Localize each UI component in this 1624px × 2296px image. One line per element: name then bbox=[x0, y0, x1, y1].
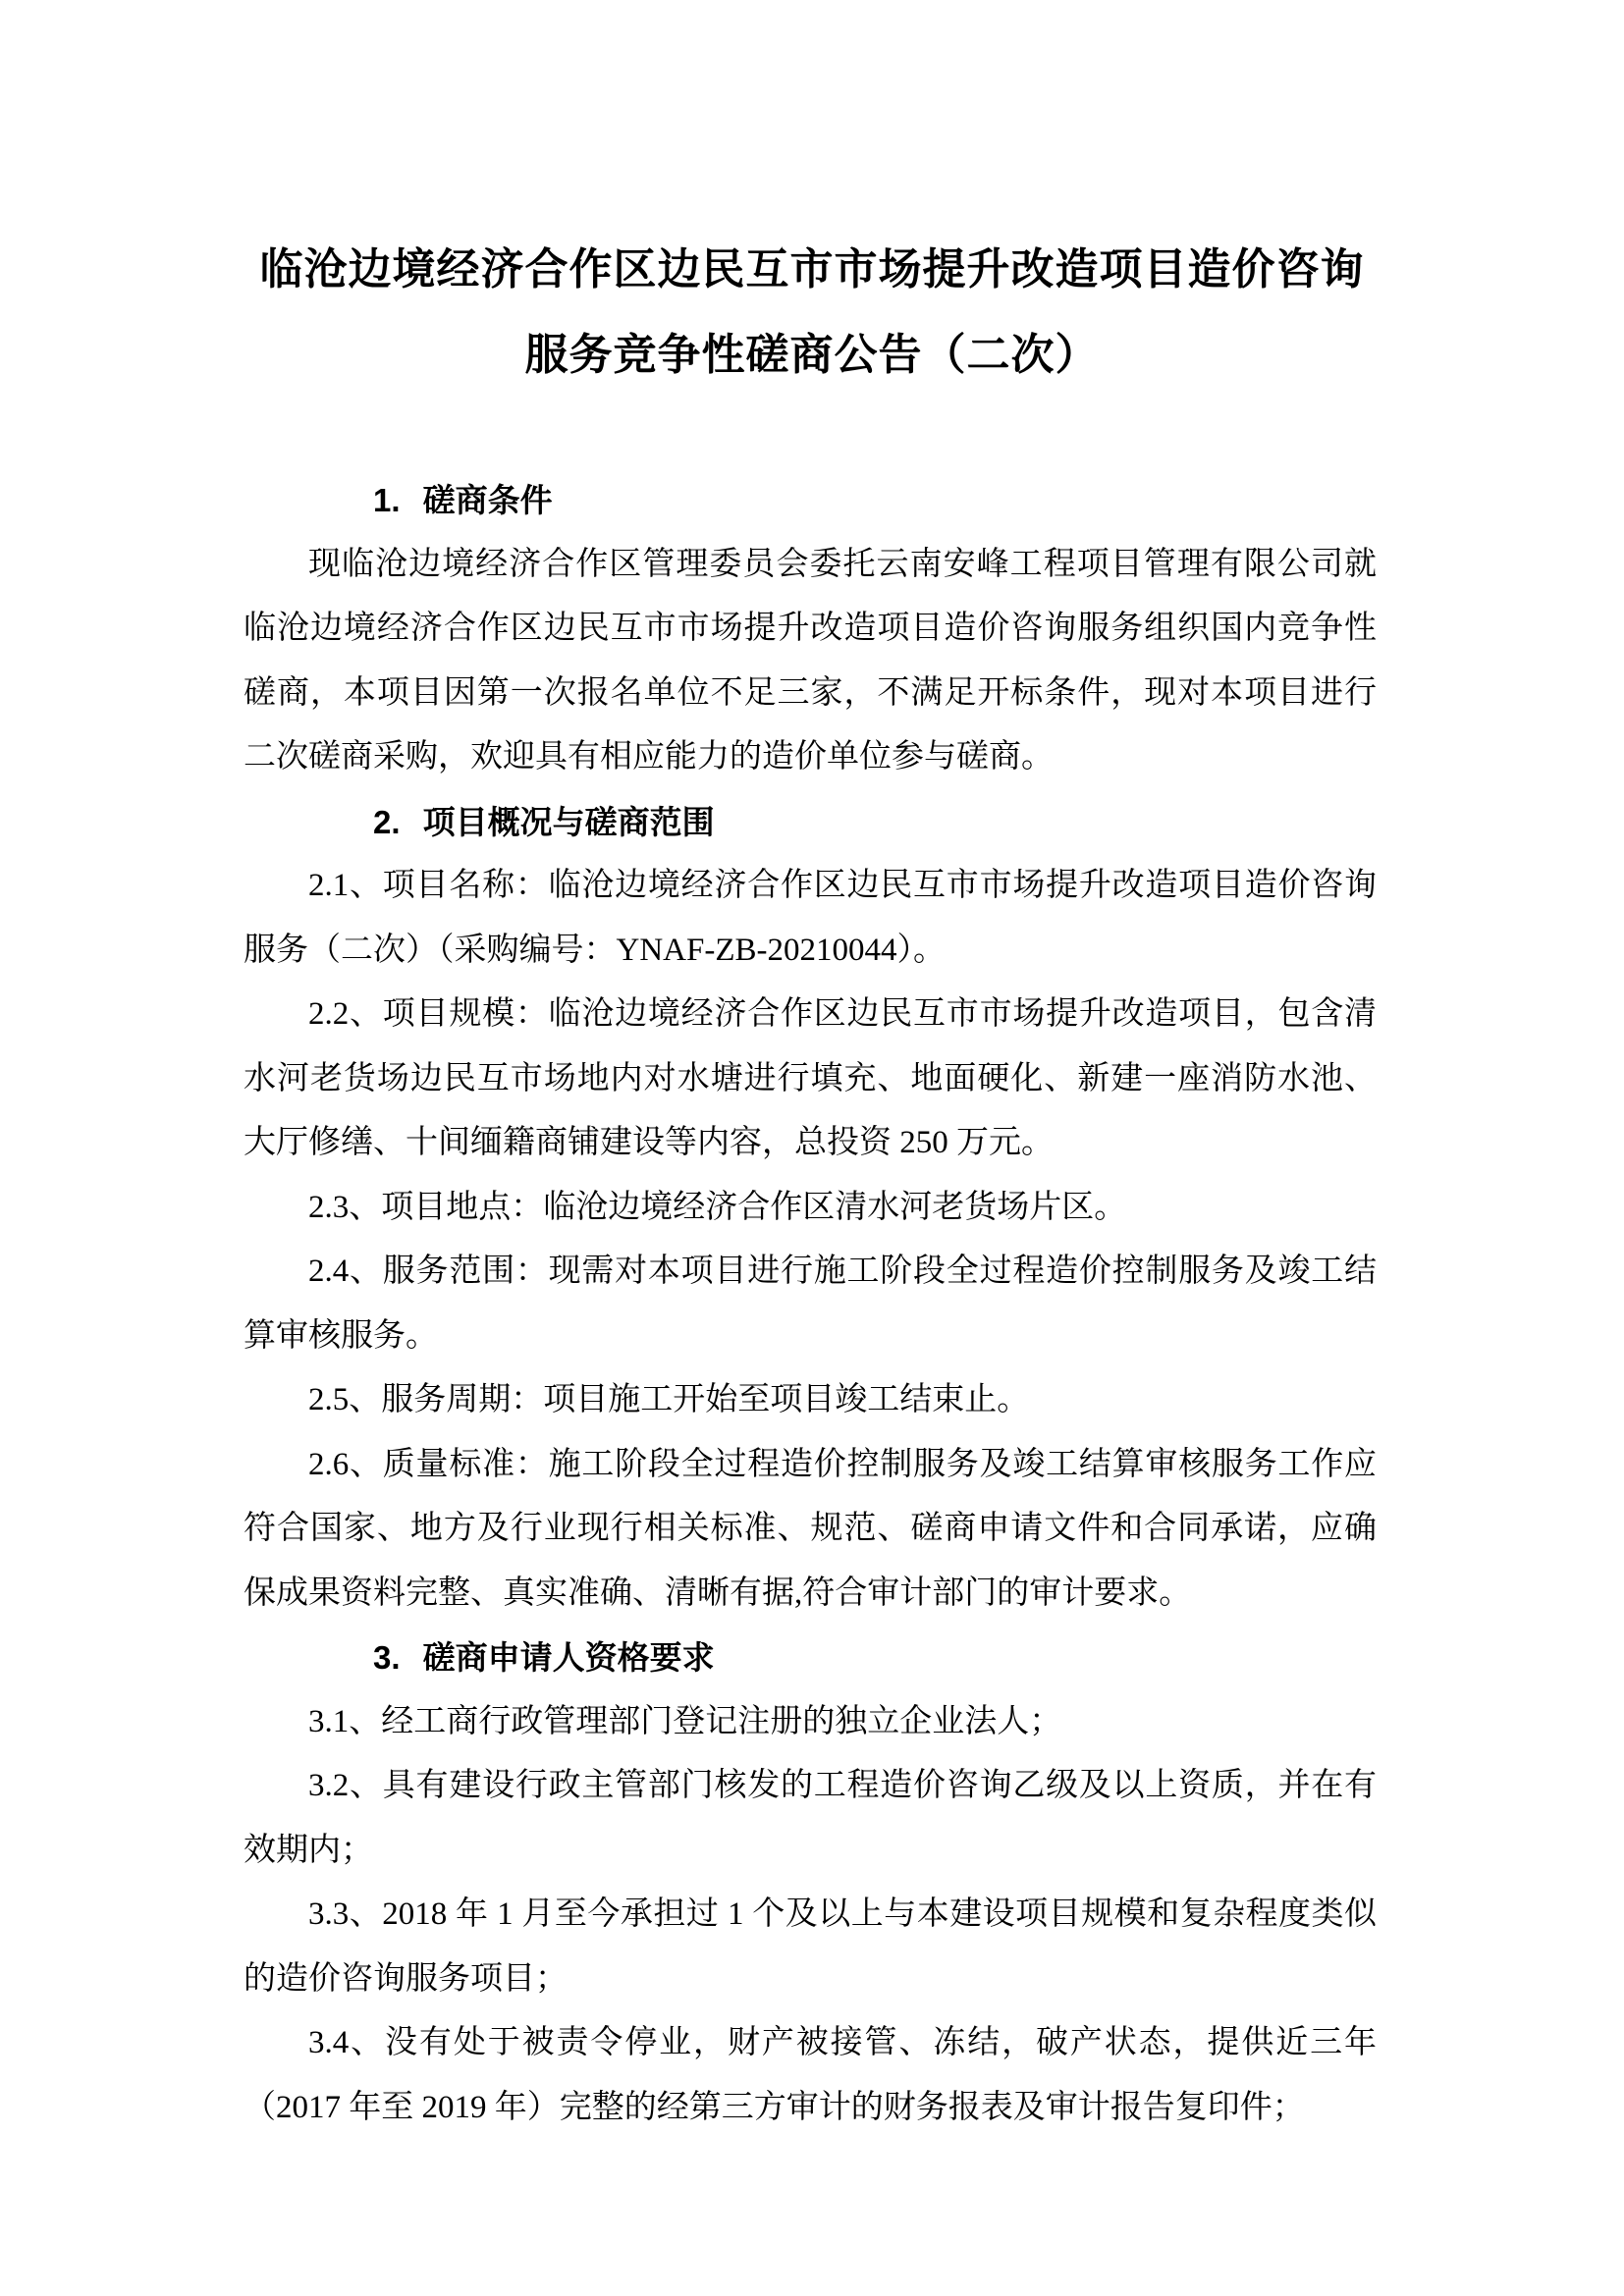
section-3-paragraph-3-3: 3.3、2018 年 1 月至今承担过 1 个及以上与本建设项目规模和复杂程度类似的造价咨询服务项目； bbox=[244, 1896, 1377, 1997]
section-3-heading-text: 磋商申请人资格要求 bbox=[422, 1639, 715, 1676]
document-title-line-1: 临沧边境经济合作区边民互市市场提升改造项目造价咨询 bbox=[259, 245, 1365, 294]
section-3-paragraph-3-4: 3.4、没有处于被责令停业，财产被接管、冻结，破产状态，提供近三年（2017 年至 2019 年）完整的经第三方审计的财务报表及审计报告复印件； bbox=[244, 2025, 1377, 2125]
section-2-paragraph-2-6: 2.6、质量标准：施工阶段全过程造价控制服务及竣工结算审核服务工作应符合国家、地方及行业现行相关标准、规范、磋商申请文件和合同承诺，应确保成果资料完整、真实准确、清晰有据,符合审计部门的审计要求。 bbox=[244, 1446, 1377, 1611]
section-3-paragraph-3-2: 3.2、具有建设行政主管部门核发的工程造价咨询乙级及以上资质，并在有效期内； bbox=[244, 1768, 1377, 1868]
section-2-paragraph-2-3: 2.3、项目地点：临沧边境经济合作区清水河老货场片区。 bbox=[308, 1189, 1127, 1225]
section-3-paragraph-3-1: 3.1、经工商行政管理部门登记注册的独立企业法人； bbox=[308, 1703, 1062, 1739]
section-3-heading bbox=[244, 1626, 1377, 1690]
section-2-heading bbox=[244, 790, 1377, 855]
document-body bbox=[244, 468, 1377, 2140]
section-2-paragraph-2-4: 2.4、服务范围：现需对本项目进行施工阶段全过程造价控制服务及竣工结算审核服务。 bbox=[244, 1254, 1377, 1354]
section-1-heading-text: 磋商条件 bbox=[422, 482, 553, 518]
section-2-paragraph-2-2: 2.2、项目规模：临沧边境经济合作区边民互市市场提升改造项目，包含清水河老货场边民互市场地内对水塘进行填充、地面硬化、新建一座消防水池、大厅修缮、十间缅籍商铺建设等内容，总投资 250 万元。 bbox=[244, 996, 1377, 1160]
document-title-line-2: 服务竞争性磋商公告（二次） bbox=[524, 331, 1100, 379]
document-title bbox=[245, 227, 1379, 398]
section-1-number: 1. bbox=[373, 482, 401, 518]
section-3-number: 3. bbox=[373, 1639, 401, 1676]
section-2-paragraph-2-5: 2.5、服务周期：项目施工开始至项目竣工结束止。 bbox=[308, 1382, 1030, 1417]
section-2-number: 2. bbox=[373, 803, 401, 840]
section-1-paragraph-1: 现临沧边境经济合作区管理委员会委托云南安峰工程项目管理有限公司就临沧边境经济合作区边民互市市场提升改造项目造价咨询服务组织国内竞争性磋商，本项目因第一次报名单位不足三家，不满足开标条件，现对本项目进行二次磋商采购，欢迎具有相应能力的造价单位参与磋商。 bbox=[244, 546, 1377, 774]
section-2-paragraph-2-1: 2.1、项目名称：临沧边境经济合作区边民互市市场提升改造项目造价咨询服务（二次）（采购编号：YNAF-ZB-20210044）。 bbox=[244, 868, 1377, 968]
section-1-heading bbox=[244, 468, 1377, 533]
section-2-heading-text: 项目概况与磋商范围 bbox=[422, 803, 715, 840]
